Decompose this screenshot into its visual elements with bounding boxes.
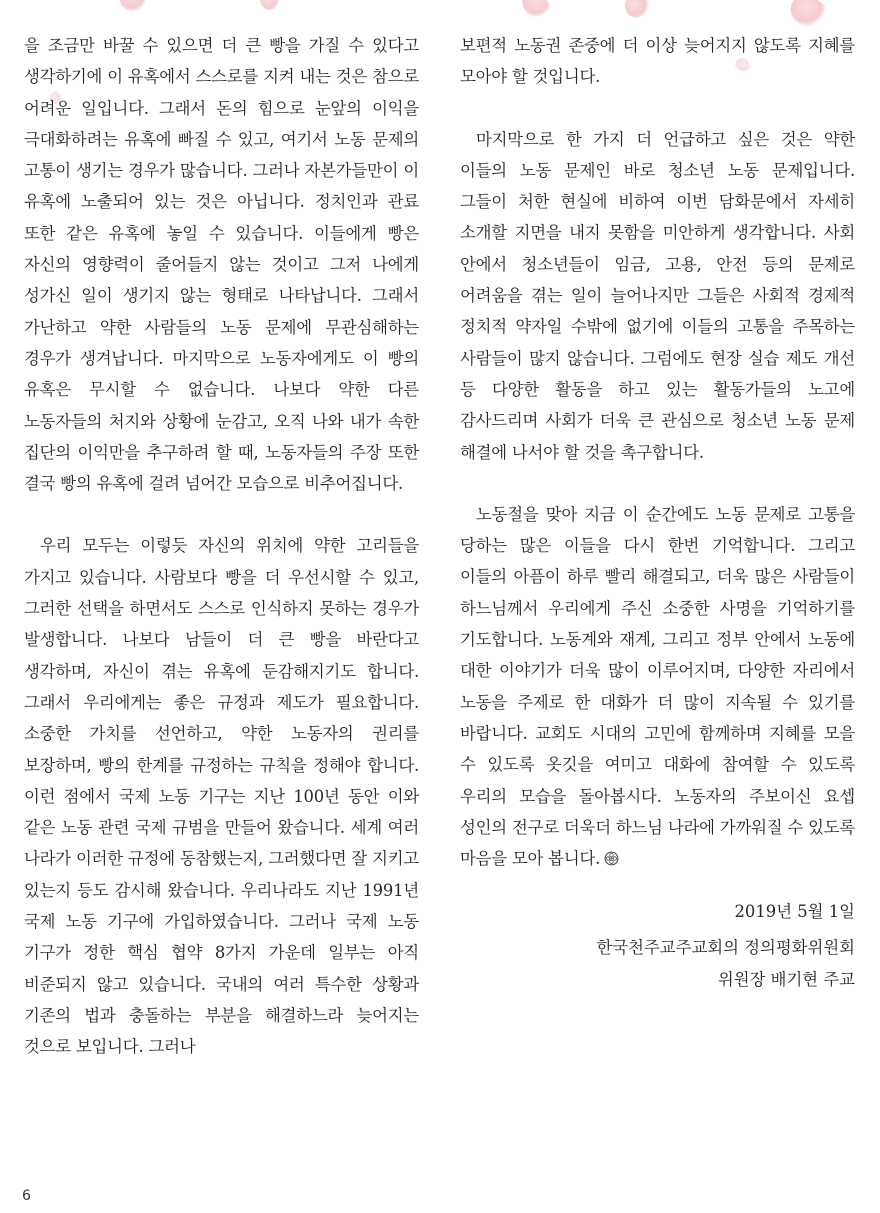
- left-column: [24, 30, 419, 1063]
- signature-block: [460, 896, 855, 996]
- petal-decoration: [623, 0, 651, 20]
- final-paragraph-text: 노동절을 맞아 지금 이 순간에도 노동 문제로 고통을 당하는 많은 이들을 다시 한번 기억합니다. 그리고 이들의 아픔이 하루 빨리 해결되고, 더욱 많은 사람들이 하느님께서 우리에게 주신 소중한 사명을 기억하기를 기도합니다. 노동계와 재계, 그리고 정부 안에서 노동에 대한 이야기가 더욱 많이 이루어지며, 다양한 자리에서 노동을 주제로 한 대화가 더 많이 지속될 수 있기를 바랍니다. 교회도 시대의 고민에 함께하며 지혜를 모을 수 있도록 옷깃을 여미고 대화에 참여할 수 있도록 우리의 모습을 돌아봅시다. 노동자의 주보이신 요셉 성인의 전구로 더욱더 하느님 나라에 가까워질 수 있도록 마음을 모아 봅니다.: [460, 504, 855, 869]
- page-number: 6: [22, 1188, 31, 1204]
- body-paragraph: 을 조금만 바꿀 수 있으면 더 큰 빵을 가질 수 있다고 생각하기에 이 유혹에서 스스로를 지켜 내는 것은 참으로 어려운 일입니다. 그래서 돈의 힘으로 눈앞의 이익을 극대화하려는 유혹에 빠질 수 있고, 여기서 노동 문제의 고통이 생기는 경우가 많습니다. 그러나 자본가들만이 이 유혹에 노출되어 있는 것은 아닙니다. 정치인과 관료 또한 같은 유혹에 놓일 수 있습니다. 이들에게 빵은 자신의 영향력이 줄어들지 않는 것이고 그저 나에게 성가신 일이 생기지 않는 형태로 나타납니다. 그래서 가난하고 약한 사람들의 노동 문제에 무관심해하는 경우가 생겨납니다. 마지막으로 노동자에게도 이 빵의 유혹은 무시할 수 없습니다. 나보다 약한 다른 노동자들의 처지와 상황에 눈감고, 오직 나와 내가 속한 집단의 이익만을 추구하려 할 때, 노동자들의 주장 또한 결국 빵의 유혹에 걸려 넘어간 모습으로 비추어집니다.: [24, 36, 419, 494]
- body-paragraph-final: [460, 499, 855, 875]
- flower-end-mark-icon: [604, 851, 619, 866]
- signature-date: 2019년 5월 1일: [734, 902, 855, 922]
- petal-decoration: [784, 0, 829, 33]
- body-paragraph: 마지막으로 한 가지 더 언급하고 싶은 것은 약한 이들의 노동 문제인 바로 청소년 노동 문제입니다. 그들이 처한 현실에 비하여 이번 담화문에서 자세히 소개할 지면을 내지 못함을 미안하게 생각합니다. 사회 안에서 청소년들이 임금, 고용, 안전 등의 문제로 어려움을 겪는 일이 늘어나지만 그들은 사회적 경제적 정치적 약자일 수밖에 없기에 이들의 고통을 주목하는 사람들이 많지 않습니다. 그럼에도 현장 실습 제도 개선 등 다양한 활동을 하고 있는 활동가들의 노고에 감사드리며 사회가 더욱 큰 관심으로 청소년 노동 문제 해결에 나서야 할 것을 촉구합니다.: [460, 129, 855, 462]
- petal-decoration: [517, 0, 553, 23]
- body-paragraph: 보편적 노동권 존중에 더 이상 늦어지지 않도록 지혜를 모아야 할 것입니다.: [460, 36, 855, 87]
- right-column: [460, 30, 855, 996]
- paragraph-gap: [24, 499, 419, 530]
- signature-organization: 한국천주교주교회의 정의평화위원회: [596, 938, 855, 958]
- paragraph-gap: [460, 468, 855, 499]
- petal-decoration: [256, 0, 283, 14]
- body-paragraph: 우리 모두는 이렇듯 자신의 위치에 약한 고리들을 가지고 있습니다. 사람보다 빵을 더 우선시할 수 있고, 그러한 선택을 하면서도 스스로 인식하지 못하는 경우가 발생합니다. 나보다 남들이 더 큰 빵을 바란다고 생각하며, 자신이 겪는 유혹에 둔감해지기도 합니다. 그래서 우리에게는 좋은 규정과 제도가 필요합니다. 소중한 가치를 선언하고, 약한 노동자의 권리를 보장하며, 빵의 한계를 규정하는 규칙을 정해야 합니다. 이런 점에서 국제 노동 기구는 지난 100년 동안 이와 같은 노동 관련 국제 규범을 만들어 왔습니다. 세계 여러 나라가 이러한 규정에 동참했는지, 그러했다면 잘 지키고 있는지 등도 감시해 왔습니다. 우리나라도 지난 1991년 국제 노동 기구에 가입하였습니다. 그러나 국제 노동 기구가 정한 핵심 협약 8가지 가운데 일부는 아직 비준되지 않고 있습니다. 국내의 여러 특수한 상황과 기존의 법과 충돌하는 부분을 해결하느라 늦어지는 것으로 보입니다. 그러나: [24, 536, 419, 1057]
- paragraph-gap: [460, 93, 855, 124]
- petal-decoration: [116, 0, 149, 16]
- signature-author: 위원장 배기현 주교: [717, 970, 855, 990]
